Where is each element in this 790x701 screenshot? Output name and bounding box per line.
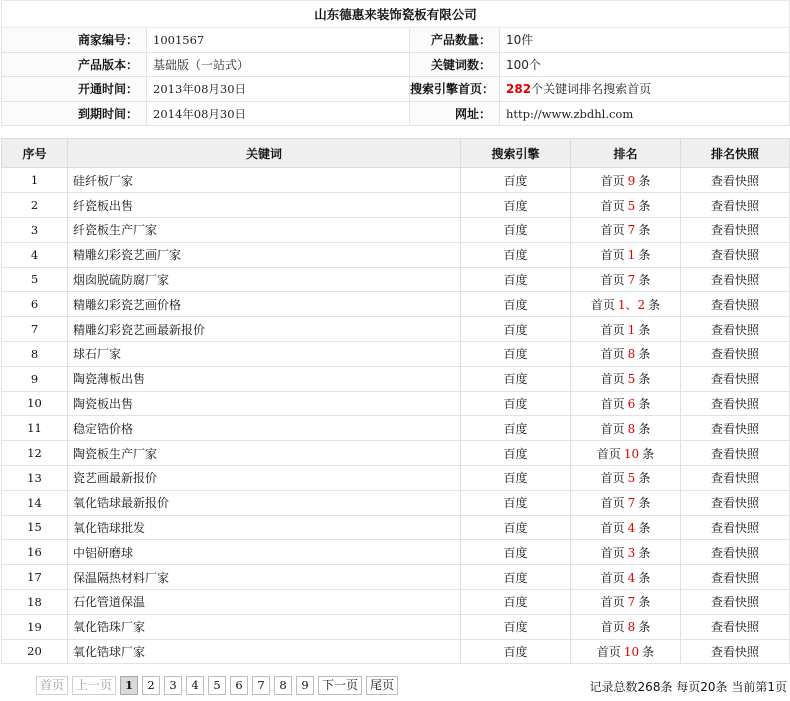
rank-prefix: 首页	[600, 198, 625, 213]
company-name: 山东德惠来装饰瓷板有限公司	[2, 1, 790, 28]
col-header-index: 序号	[2, 139, 68, 168]
row-keyword: 球石厂家	[68, 341, 461, 366]
table-row	[2, 515, 790, 540]
search-home-label: 搜索引擎首页：	[410, 77, 500, 102]
search-home-suffix: 个关键词排名搜索首页	[531, 82, 652, 97]
table-row	[2, 366, 790, 391]
rank-suffix: 条	[638, 545, 651, 560]
rank-suffix: 条	[638, 396, 651, 411]
rank-value: 4	[627, 570, 636, 585]
rank-prefix: 首页	[600, 471, 625, 486]
next-page-link[interactable]: 下一页	[318, 676, 362, 695]
rank-value: 8	[627, 620, 636, 635]
row-index: 18	[2, 589, 68, 614]
view-snapshot-link[interactable]: 查看快照	[681, 193, 790, 218]
row-rank	[571, 267, 681, 292]
rank-value: 5	[627, 471, 636, 486]
rank-suffix: 条	[638, 173, 651, 188]
row-keyword: 陶瓷薄板出售	[68, 366, 461, 391]
row-engine: 百度	[461, 441, 571, 466]
row-index: 10	[2, 391, 68, 416]
rank-prefix: 首页	[600, 496, 625, 511]
rank-prefix: 首页	[600, 595, 625, 610]
row-index: 13	[2, 465, 68, 490]
open-time-label: 开通时间：	[2, 77, 147, 102]
row-keyword: 石化管道保温	[68, 589, 461, 614]
table-row	[2, 391, 790, 416]
rank-value: 10	[623, 644, 640, 659]
rank-suffix: 条	[638, 347, 651, 362]
product-qty-label: 产品数量：	[410, 28, 500, 53]
row-keyword: 氧化锆珠厂家	[68, 614, 461, 639]
row-engine: 百度	[461, 292, 571, 317]
row-keyword: 烟囱脱硫防腐厂家	[68, 267, 461, 292]
rank-value: 4	[627, 520, 636, 535]
view-snapshot-link[interactable]: 查看快照	[681, 639, 790, 664]
row-engine: 百度	[461, 416, 571, 441]
row-engine: 百度	[461, 193, 571, 218]
rank-prefix: 首页	[600, 272, 625, 287]
rank-value: 8	[627, 347, 636, 362]
row-keyword: 硅纤板厂家	[68, 168, 461, 193]
view-snapshot-link[interactable]: 查看快照	[681, 267, 790, 292]
rank-prefix: 首页	[596, 446, 621, 461]
page-link-5[interactable]: 5	[208, 676, 226, 695]
page-link-8[interactable]: 8	[274, 676, 292, 695]
product-qty-value: 10件	[500, 28, 790, 53]
open-time-value: 2013年08月30日	[147, 77, 410, 102]
row-rank	[571, 391, 681, 416]
row-engine: 百度	[461, 341, 571, 366]
table-row	[2, 217, 790, 242]
row-keyword: 精雕幻彩瓷艺画厂家	[68, 242, 461, 267]
rank-suffix: 条	[638, 322, 651, 337]
rank-prefix: 首页	[600, 347, 625, 362]
row-index: 5	[2, 267, 68, 292]
row-index: 16	[2, 540, 68, 565]
row-keyword: 瓷艺画最新报价	[68, 465, 461, 490]
row-rank	[571, 168, 681, 193]
rank-prefix: 首页	[600, 248, 625, 263]
rank-suffix: 条	[638, 496, 651, 511]
page-link-3[interactable]: 3	[164, 676, 182, 695]
first-page-link[interactable]: 首页	[36, 676, 68, 695]
view-snapshot-link[interactable]: 查看快照	[681, 168, 790, 193]
rank-suffix: 条	[638, 248, 651, 263]
rank-prefix: 首页	[600, 396, 625, 411]
view-snapshot-link[interactable]: 查看快照	[681, 465, 790, 490]
row-rank	[571, 540, 681, 565]
table-row	[2, 416, 790, 441]
last-page-link[interactable]: 尾页	[366, 676, 398, 695]
table-row	[2, 292, 790, 317]
row-keyword: 氧化锆球厂家	[68, 639, 461, 664]
search-home-count: 282	[506, 82, 532, 97]
row-index: 15	[2, 515, 68, 540]
row-engine: 百度	[461, 465, 571, 490]
page-link-2[interactable]: 2	[142, 676, 160, 695]
row-engine: 百度	[461, 391, 571, 416]
search-home-value	[500, 77, 790, 102]
table-row	[2, 565, 790, 590]
view-snapshot-link[interactable]: 查看快照	[681, 217, 790, 242]
row-rank	[571, 317, 681, 342]
rank-value: 1	[627, 322, 636, 337]
col-header-keyword: 关键词	[68, 139, 461, 168]
row-rank	[571, 441, 681, 466]
row-rank	[571, 366, 681, 391]
row-index: 8	[2, 341, 68, 366]
keyword-ranking-table	[1, 138, 790, 664]
row-engine: 百度	[461, 515, 571, 540]
keyword-qty-value: 100个	[500, 52, 790, 77]
row-index: 17	[2, 565, 68, 590]
row-index: 11	[2, 416, 68, 441]
row-index: 7	[2, 317, 68, 342]
view-snapshot-link[interactable]: 查看快照	[681, 317, 790, 342]
row-index: 2	[2, 193, 68, 218]
expire-time-value: 2014年08月30日	[147, 101, 410, 126]
rank-value: 10	[623, 446, 640, 461]
view-snapshot-link[interactable]: 查看快照	[681, 515, 790, 540]
row-rank	[571, 589, 681, 614]
view-snapshot-link[interactable]: 查看快照	[681, 589, 790, 614]
view-snapshot-link[interactable]: 查看快照	[681, 441, 790, 466]
rank-value: 8	[627, 421, 636, 436]
merchant-no-label: 商家编号：	[2, 28, 147, 53]
row-engine: 百度	[461, 639, 571, 664]
rank-value: 5	[627, 372, 636, 387]
row-keyword: 陶瓷板生产厂家	[68, 441, 461, 466]
rank-prefix: 首页	[600, 223, 625, 238]
rank-suffix: 条	[638, 272, 651, 287]
row-index: 14	[2, 490, 68, 515]
table-row	[2, 242, 790, 267]
rank-prefix: 首页	[600, 620, 625, 635]
expire-time-label: 到期时间：	[2, 101, 147, 126]
view-snapshot-link[interactable]: 查看快照	[681, 540, 790, 565]
row-engine: 百度	[461, 366, 571, 391]
rank-value: 7	[627, 223, 636, 238]
rank-value: 7	[627, 496, 636, 511]
row-rank	[571, 292, 681, 317]
view-snapshot-link[interactable]: 查看快照	[681, 341, 790, 366]
table-row	[2, 317, 790, 342]
page-link-7[interactable]: 7	[252, 676, 270, 695]
page-link-4[interactable]: 4	[186, 676, 204, 695]
row-rank	[571, 465, 681, 490]
row-index: 3	[2, 217, 68, 242]
rank-suffix: 条	[638, 223, 651, 238]
table-row	[2, 589, 790, 614]
prev-page-link[interactable]: 上一页	[72, 676, 116, 695]
view-snapshot-link[interactable]: 查看快照	[681, 565, 790, 590]
rank-value: 1	[627, 248, 636, 263]
rank-suffix: 条	[638, 372, 651, 387]
row-index: 6	[2, 292, 68, 317]
row-keyword: 纤瓷板出售	[68, 193, 461, 218]
row-index: 19	[2, 614, 68, 639]
website-link[interactable]: http://www.zbdhl.com	[500, 101, 790, 126]
table-row	[2, 490, 790, 515]
view-snapshot-link[interactable]: 查看快照	[681, 391, 790, 416]
rank-suffix: 条	[638, 620, 651, 635]
rank-value: 7	[627, 272, 636, 287]
rank-suffix: 条	[648, 297, 661, 312]
rank-suffix: 条	[638, 570, 651, 585]
rank-suffix: 条	[642, 446, 655, 461]
table-row	[2, 267, 790, 292]
row-engine: 百度	[461, 317, 571, 342]
rank-suffix: 条	[638, 520, 651, 535]
col-header-rank: 排名	[571, 139, 681, 168]
row-index: 12	[2, 441, 68, 466]
row-keyword: 陶瓷板出售	[68, 391, 461, 416]
rank-prefix: 首页	[600, 570, 625, 585]
rank-prefix: 首页	[600, 372, 625, 387]
row-rank	[571, 341, 681, 366]
pagination-links	[36, 676, 402, 695]
row-keyword: 稳定锆价格	[68, 416, 461, 441]
table-row	[2, 639, 790, 664]
table-row	[2, 540, 790, 565]
row-engine: 百度	[461, 565, 571, 590]
table-row	[2, 465, 790, 490]
rank-prefix: 首页	[600, 520, 625, 535]
version-value: 基础版（一站式）	[147, 52, 410, 77]
row-keyword: 保温隔热材料厂家	[68, 565, 461, 590]
version-label: 产品版本：	[2, 52, 147, 77]
company-info-table	[1, 0, 790, 126]
row-keyword: 精雕幻彩瓷艺画最新报价	[68, 317, 461, 342]
rank-suffix: 条	[638, 198, 651, 213]
row-engine: 百度	[461, 614, 571, 639]
row-engine: 百度	[461, 168, 571, 193]
row-keyword: 纤瓷板生产厂家	[68, 217, 461, 242]
view-snapshot-link[interactable]: 查看快照	[681, 292, 790, 317]
table-row	[2, 441, 790, 466]
row-engine: 百度	[461, 242, 571, 267]
row-keyword: 氧化锆球最新报价	[68, 490, 461, 515]
record-summary: 记录总数268条 每页20条 当前第1页	[589, 680, 787, 694]
row-rank	[571, 416, 681, 441]
row-rank	[571, 193, 681, 218]
row-rank	[571, 515, 681, 540]
rank-prefix: 首页	[596, 644, 621, 659]
row-index: 4	[2, 242, 68, 267]
rank-prefix: 首页	[600, 545, 625, 560]
rank-prefix: 首页	[600, 421, 625, 436]
website-label: 网址：	[410, 101, 500, 126]
table-row	[2, 341, 790, 366]
page-link-6[interactable]: 6	[230, 676, 248, 695]
table-row	[2, 168, 790, 193]
rank-value: 6	[627, 396, 636, 411]
rank-value: 3	[627, 545, 636, 560]
row-engine: 百度	[461, 217, 571, 242]
col-header-snapshot: 排名快照	[681, 139, 790, 168]
rank-value: 9	[627, 173, 636, 188]
rank-value: 7	[627, 595, 636, 610]
row-rank	[571, 490, 681, 515]
table-row	[2, 614, 790, 639]
row-index: 9	[2, 366, 68, 391]
row-index: 1	[2, 168, 68, 193]
rank-value: 5	[627, 198, 636, 213]
page-link-1[interactable]: 1	[120, 676, 138, 695]
merchant-no-value: 1001567	[147, 28, 410, 53]
rank-prefix: 首页	[590, 297, 615, 312]
row-rank	[571, 242, 681, 267]
row-keyword: 氧化锆球批发	[68, 515, 461, 540]
rank-suffix: 条	[642, 644, 655, 659]
rank-prefix: 首页	[600, 173, 625, 188]
table-row	[2, 193, 790, 218]
row-rank	[571, 639, 681, 664]
view-snapshot-link[interactable]: 查看快照	[681, 490, 790, 515]
row-rank	[571, 565, 681, 590]
col-header-engine: 搜索引擎	[461, 139, 571, 168]
row-rank	[571, 614, 681, 639]
page-link-9[interactable]: 9	[296, 676, 314, 695]
keyword-qty-label: 关键词数：	[410, 52, 500, 77]
view-snapshot-link[interactable]: 查看快照	[681, 242, 790, 267]
view-snapshot-link[interactable]: 查看快照	[681, 366, 790, 391]
pagination-bar	[0, 676, 790, 696]
row-engine: 百度	[461, 490, 571, 515]
rank-suffix: 条	[638, 421, 651, 436]
row-engine: 百度	[461, 589, 571, 614]
rank-suffix: 条	[638, 595, 651, 610]
rank-prefix: 首页	[600, 322, 625, 337]
row-keyword: 中铝研磨球	[68, 540, 461, 565]
rank-suffix: 条	[638, 471, 651, 486]
row-keyword: 精雕幻彩瓷艺画价格	[68, 292, 461, 317]
row-rank	[571, 217, 681, 242]
row-engine: 百度	[461, 540, 571, 565]
view-snapshot-link[interactable]: 查看快照	[681, 416, 790, 441]
rank-value: 1、2	[617, 297, 646, 312]
view-snapshot-link[interactable]: 查看快照	[681, 614, 790, 639]
row-engine: 百度	[461, 267, 571, 292]
page-number-list	[120, 676, 318, 695]
row-index: 20	[2, 639, 68, 664]
